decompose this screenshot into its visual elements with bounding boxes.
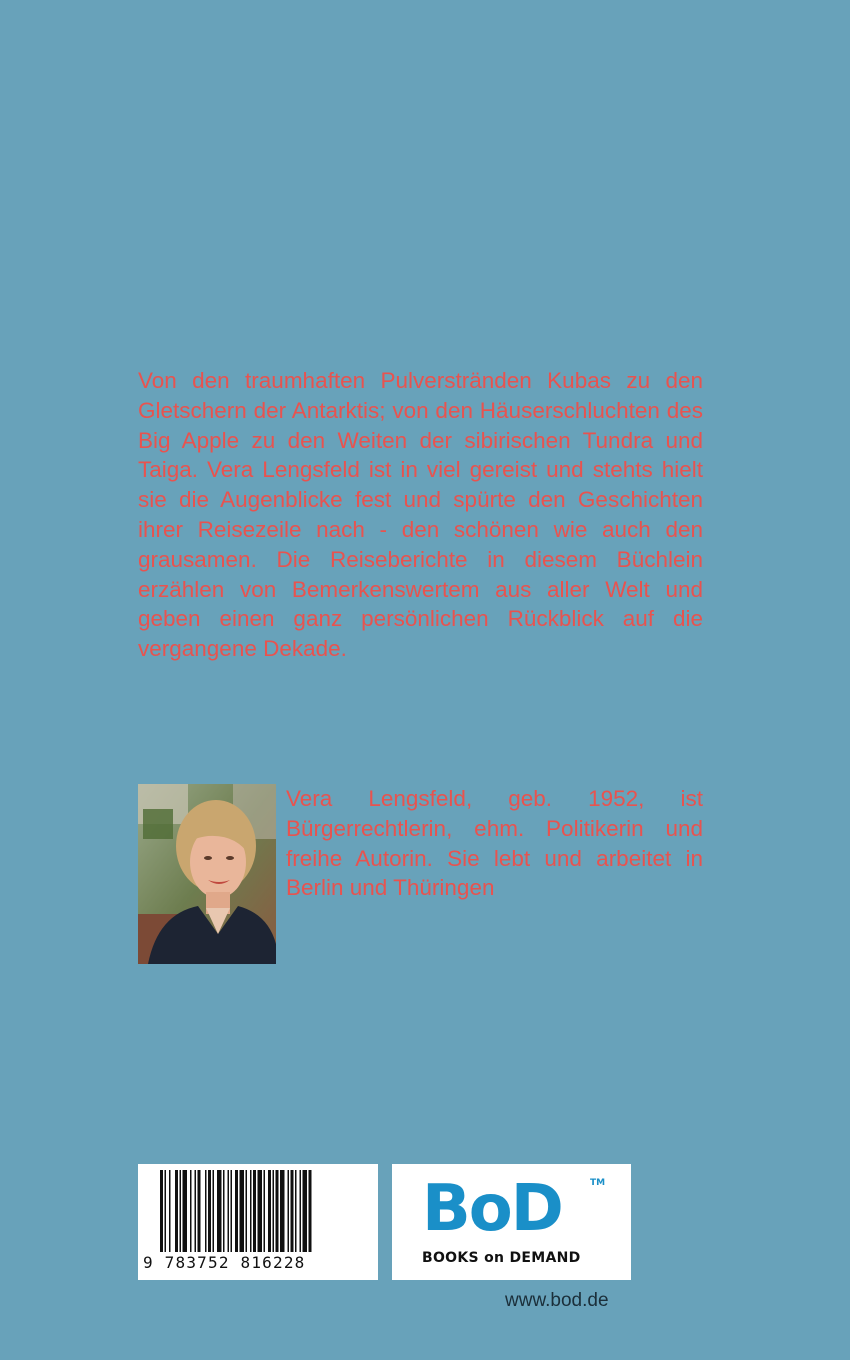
barcode-bar bbox=[235, 1170, 238, 1252]
barcode-bar bbox=[208, 1170, 211, 1252]
author-bio: Vera Lengsfeld, geb. 1952, ist Bürgerrechtlerin, ehm. Politikerin und freihe Autorin. Sie lebt und arbeitet in Berlin und Thüringen bbox=[286, 786, 703, 901]
barcode-bar bbox=[291, 1170, 294, 1252]
barcode-bar bbox=[223, 1170, 225, 1252]
barcode-bars bbox=[160, 1170, 360, 1252]
barcode-bar bbox=[268, 1170, 271, 1252]
publisher-tagline: BOOKS on DEMAND bbox=[422, 1250, 581, 1266]
publisher-website[interactable]: www.bod.de bbox=[505, 1290, 609, 1311]
barcode-bar bbox=[180, 1170, 182, 1252]
bod-logo: BoD bbox=[422, 1172, 562, 1246]
barcode-bar bbox=[231, 1170, 233, 1252]
barcode-bar bbox=[253, 1170, 256, 1252]
barcode-bar bbox=[295, 1170, 297, 1252]
publisher-logo-box bbox=[392, 1164, 631, 1280]
barcode-bar bbox=[169, 1170, 171, 1252]
barcode-bar bbox=[303, 1170, 308, 1252]
barcode-bar bbox=[246, 1170, 248, 1252]
barcode-bar bbox=[175, 1170, 178, 1252]
barcode-bar bbox=[276, 1170, 279, 1252]
barcode-bar bbox=[213, 1170, 215, 1252]
isbn-number: 9 783752 816228 bbox=[143, 1253, 306, 1272]
barcode-bar bbox=[183, 1170, 188, 1252]
barcode-bar bbox=[190, 1170, 192, 1252]
barcode-bar bbox=[228, 1170, 230, 1252]
barcode-bar bbox=[160, 1170, 163, 1252]
barcode-bar bbox=[300, 1170, 302, 1252]
barcode-bar bbox=[309, 1170, 312, 1252]
isbn-barcode bbox=[138, 1164, 378, 1280]
barcode-bar bbox=[280, 1170, 285, 1252]
barcode-bar bbox=[264, 1170, 266, 1252]
barcode-bar bbox=[258, 1170, 263, 1252]
back-cover-blurb: Von den traumhaften Pulverstränden Kubas zu den Gletschern der Antarktis; von den Häuserschluchten des Big Apple zu den Weiten der sibirischen Tundra und Taiga. Vera Lengsfeld ist in viel gereist und stehts hielt sie die Augenblicke fest und spürte den Geschichten ihrer Reisezeile nach - den schönen wie auch den grausamen. Die Reiseberichte in diesem Büchlein erzählen von Bemerkenswertem aus aller Welt und geben einen ganz persönlichen Rückblick auf die vergangene Dekade. bbox=[138, 368, 703, 662]
barcode-bar bbox=[217, 1170, 222, 1252]
barcode-bar bbox=[165, 1170, 167, 1252]
barcode-bar bbox=[198, 1170, 201, 1252]
trademark-mark: TM bbox=[590, 1178, 606, 1188]
author-photo bbox=[138, 784, 276, 964]
barcode-bar bbox=[205, 1170, 207, 1252]
barcode-bar bbox=[195, 1170, 197, 1252]
barcode-bar bbox=[240, 1170, 245, 1252]
barcode-bar bbox=[273, 1170, 275, 1252]
barcode-bar bbox=[250, 1170, 252, 1252]
barcode-bar bbox=[288, 1170, 290, 1252]
